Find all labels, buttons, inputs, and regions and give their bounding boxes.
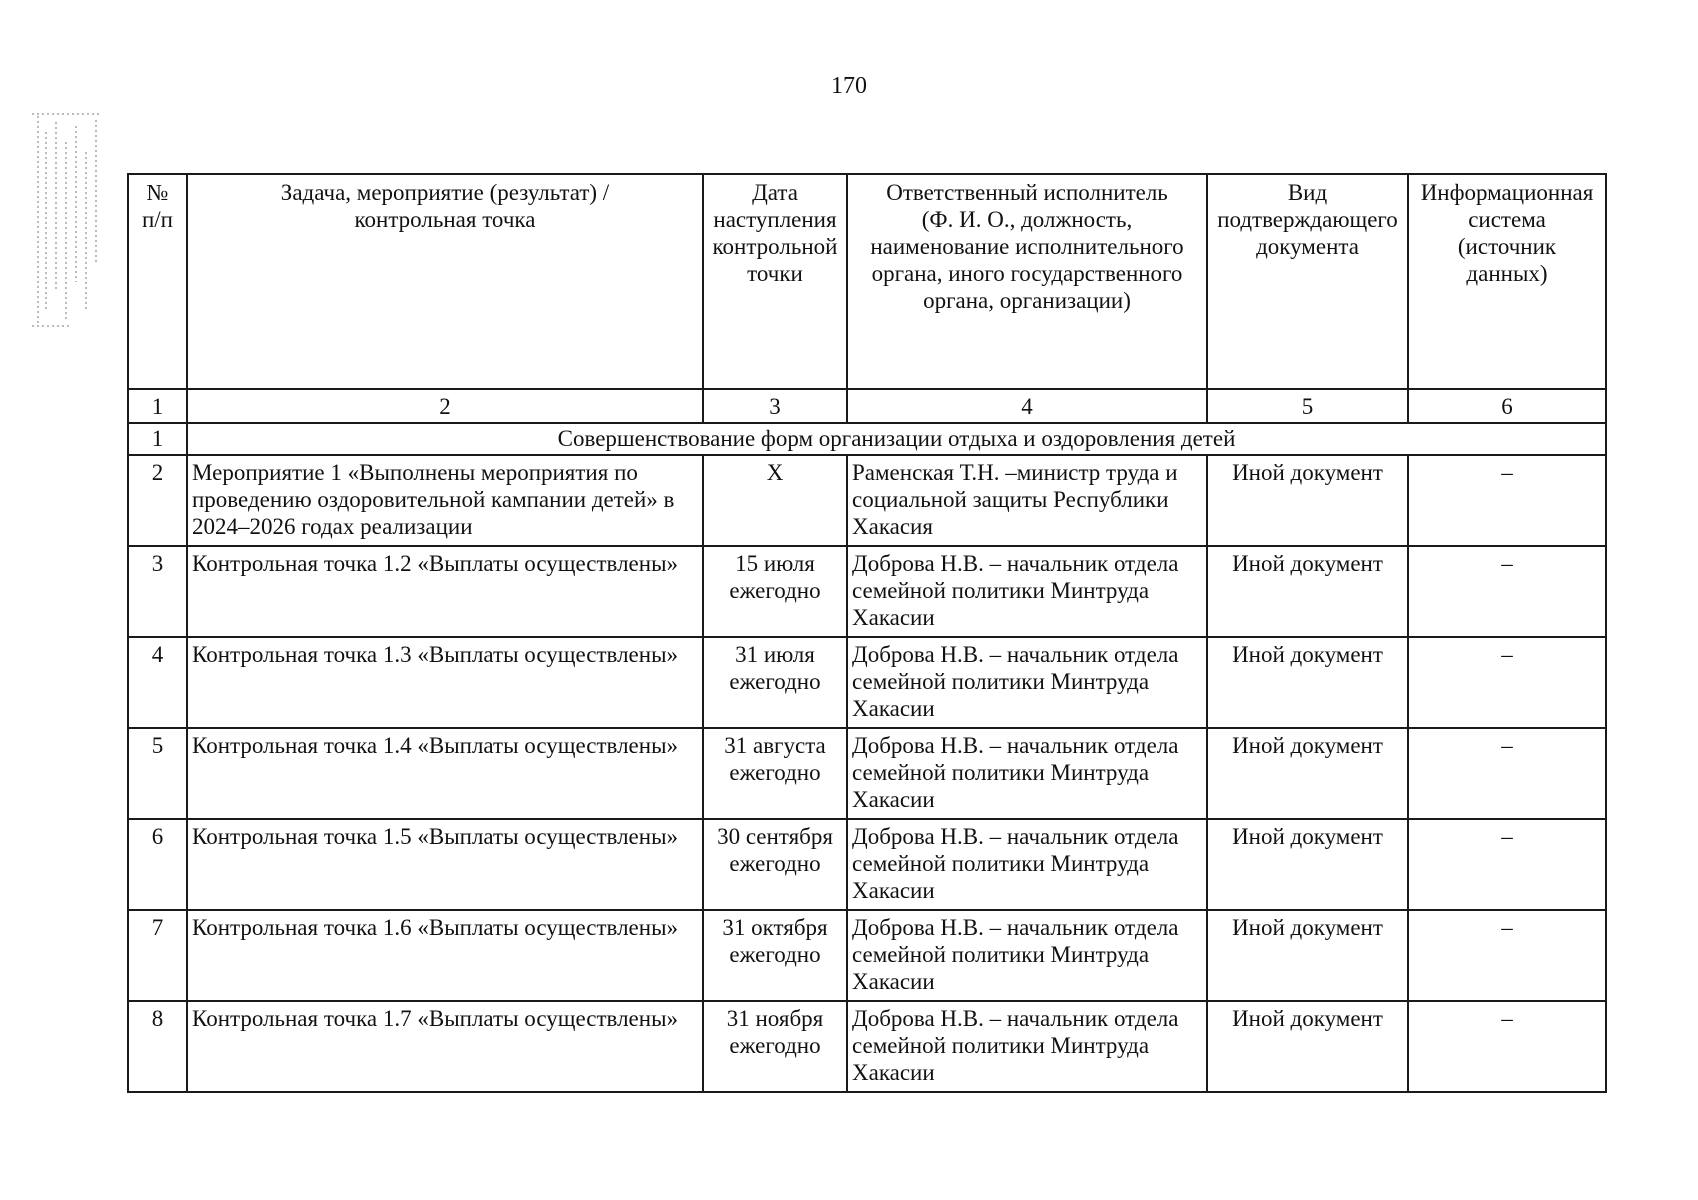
table-row: [128, 1001, 1606, 1092]
control-points-table: [127, 173, 1607, 1093]
row-date: 31 июля ежегодно: [703, 637, 847, 728]
column-number: 4: [847, 389, 1207, 423]
row-document-type: Иной документ: [1207, 637, 1408, 728]
table-row: [128, 728, 1606, 819]
row-info-system: –: [1408, 455, 1606, 546]
row-info-system: –: [1408, 728, 1606, 819]
row-document-type: Иной документ: [1207, 819, 1408, 910]
column-number: 5: [1207, 389, 1408, 423]
row-document-type: Иной документ: [1207, 1001, 1408, 1092]
row-date: 31 октября ежегодно: [703, 910, 847, 1001]
header-cell-date: [703, 174, 847, 389]
row-number: 6: [128, 819, 187, 910]
row-date: 31 августа ежегодно: [703, 728, 847, 819]
section-row: [128, 423, 1606, 455]
row-number: 5: [128, 728, 187, 819]
header-cell-system: [1408, 174, 1606, 389]
row-info-system: –: [1408, 910, 1606, 1001]
row-info-system: –: [1408, 637, 1606, 728]
header-task-text: Задача, мероприятие (результат) / контрольная точка: [280, 180, 610, 232]
row-task: Контрольная точка 1.6 «Выплаты осуществлены»: [187, 910, 703, 1001]
row-task: Контрольная точка 1.3 «Выплаты осуществлены»: [187, 637, 703, 728]
row-number: 7: [128, 910, 187, 1001]
header-system-text: Информационная система (источник данных): [1420, 180, 1594, 286]
row-number: 8: [128, 1001, 187, 1092]
row-responsible: Доброва Н.В. – начальник отдела семейной политики Минтруда Хакасии: [847, 546, 1207, 637]
header-cell-task: [187, 174, 703, 389]
row-responsible: Доброва Н.В. – начальник отдела семейной политики Минтруда Хакасии: [847, 637, 1207, 728]
table-row: [128, 819, 1606, 910]
row-info-system: –: [1408, 819, 1606, 910]
table-row: [128, 910, 1606, 1001]
header-date-text: Дата наступления контрольной точки: [712, 180, 838, 286]
row-document-type: Иной документ: [1207, 910, 1408, 1001]
row-number: 2: [128, 455, 187, 546]
column-number: 3: [703, 389, 847, 423]
row-responsible: Доброва Н.В. – начальник отдела семейной политики Минтруда Хакасии: [847, 910, 1207, 1001]
row-task: Контрольная точка 1.2 «Выплаты осуществлены»: [187, 546, 703, 637]
row-document-type: Иной документ: [1207, 728, 1408, 819]
row-task: Контрольная точка 1.4 «Выплаты осуществлены»: [187, 728, 703, 819]
row-date: 30 сентября ежегодно: [703, 819, 847, 910]
header-responsible-text: Ответственный исполнитель (Ф. И. О., должность, наименование исполнительного органа, иного государственного органа, организации): [870, 180, 1184, 313]
column-number: 1: [128, 389, 187, 423]
row-number: 3: [128, 546, 187, 637]
row-info-system: –: [1408, 546, 1606, 637]
column-number: 2: [187, 389, 703, 423]
row-date: 31 ноября ежегодно: [703, 1001, 847, 1092]
section-title: Совершенствование форм организации отдыха и оздоровления детей: [187, 423, 1606, 455]
column-number: 6: [1408, 389, 1606, 423]
header-cell-num: [128, 174, 187, 389]
row-info-system: –: [1408, 1001, 1606, 1092]
row-date: 15 июля ежегодно: [703, 546, 847, 637]
page-number: 170: [831, 73, 867, 99]
header-cell-responsible: [847, 174, 1207, 389]
header-cell-doc: [1207, 174, 1408, 389]
header-num-text: № п/п: [141, 180, 173, 232]
header-doc-text: Вид подтверждающего документа: [1217, 180, 1398, 259]
table-row: [128, 546, 1606, 637]
row-task: Мероприятие 1 «Выполнены мероприятия по проведению оздоровительной кампании детей» в 2024–2026 годах реализации: [187, 455, 703, 546]
row-task: Контрольная точка 1.7 «Выплаты осуществлены»: [187, 1001, 703, 1092]
row-responsible: Доброва Н.В. – начальник отдела семейной политики Минтруда Хакасии: [847, 819, 1207, 910]
margin-stamp-mark: [32, 112, 104, 330]
row-responsible: Раменская Т.Н. –министр труда и социальной защиты Республики Хакасия: [847, 455, 1207, 546]
row-document-type: Иной документ: [1207, 455, 1408, 546]
table-header-row: [128, 174, 1606, 389]
row-document-type: Иной документ: [1207, 546, 1408, 637]
row-number: 4: [128, 637, 187, 728]
column-numbers-row: [128, 389, 1606, 423]
row-responsible: Доброва Н.В. – начальник отдела семейной политики Минтруда Хакасии: [847, 1001, 1207, 1092]
row-responsible: Доброва Н.В. – начальник отдела семейной политики Минтруда Хакасии: [847, 728, 1207, 819]
row-date: Х: [703, 455, 847, 546]
table-row: [128, 637, 1606, 728]
section-number: 1: [128, 423, 187, 455]
table-row: [128, 455, 1606, 546]
row-task: Контрольная точка 1.5 «Выплаты осуществлены»: [187, 819, 703, 910]
